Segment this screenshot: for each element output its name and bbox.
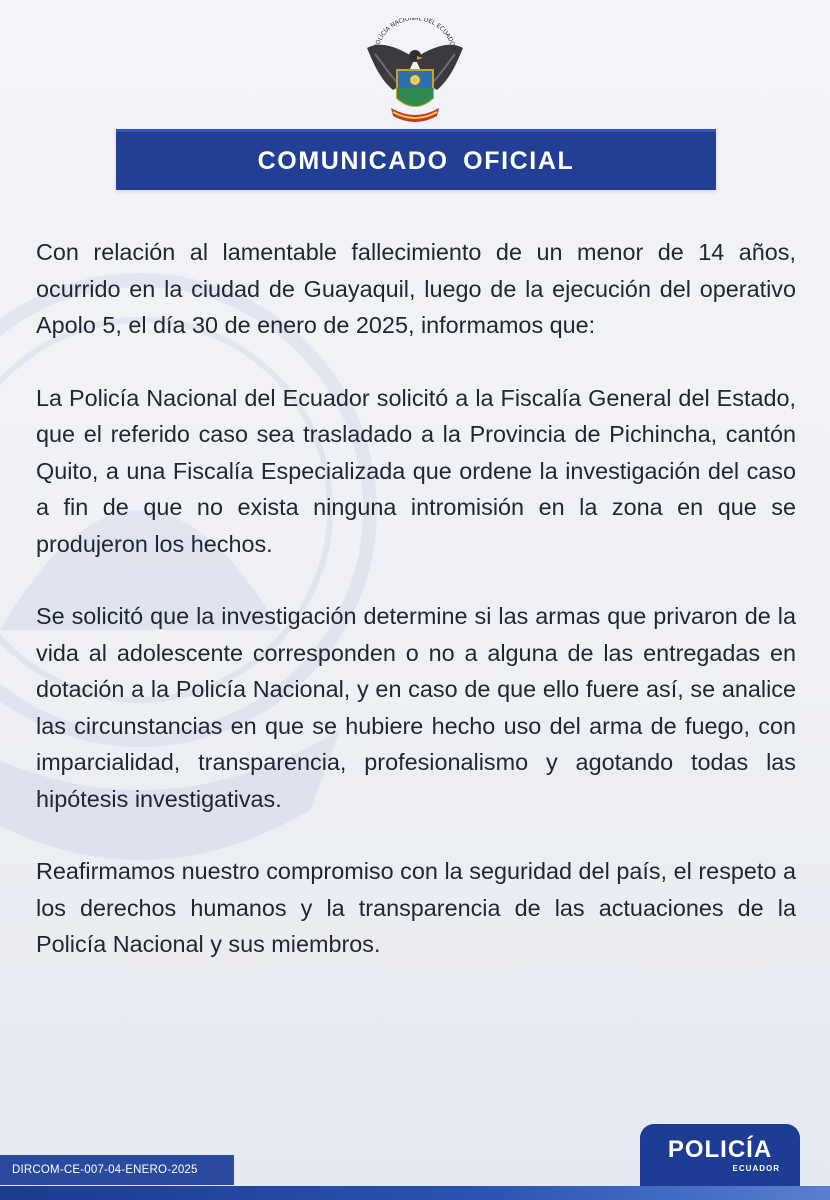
police-emblem (363, 18, 467, 130)
condor-shield-emblem-icon (363, 18, 467, 130)
seal-text: POLICÍA NACIONAL DEL ECUADOR (373, 18, 458, 52)
page-title: COMUNICADO OFICIAL (257, 146, 575, 175)
paragraph-2: La Policía Nacional del Ecuador solicitó a la Fiscalía General del Estado, que el referido caso sea trasladado a la Provincia de Pichincha, cantón Quito, a una Fiscalía Especializada que ordene la investigación del caso a fin de que no exista ninguna intromisión en la zona en que se produjeron los hechos. (36, 384, 796, 557)
policia-ecuador-logo (640, 1124, 800, 1186)
paragraph-1: Con relación al lamentable fallecimiento de un menor de 14 años, ocurrido en la ciudad de Guayaquil, luego de la ejecución del operativo Apolo 5, el día 30 de enero de 2025, informamos que: (36, 239, 796, 338)
paragraph-4: Reafirmamos nuestro compromiso con la seguridad del país, el respeto a los derechos humanos y la transparencia de las actuaciones de la Policía Nacional y sus miembros. (36, 858, 796, 957)
title-banner (116, 129, 716, 190)
logo-main-text: POLICÍA (667, 1135, 773, 1163)
paragraph-3: Se solicitó que la investigación determine si las armas que privaron de la vida al adolescente corresponden o no a alguna de las entregadas en dotación a la Policía Nacional, y en caso de que ello fuere así, se analice las circunstancias en que se hubiere hecho uso del arma de fuego, con imparcialidad, transparencia, profesionalismo y agotando todas las hipótesis investigativas. (36, 603, 796, 812)
footer-stripe (0, 1186, 830, 1200)
logo-sub-text: ECUADOR (732, 1163, 780, 1173)
communique-body (36, 234, 796, 999)
document-code: DIRCOM-CE-007-04-ENERO-2025 (0, 1155, 234, 1185)
